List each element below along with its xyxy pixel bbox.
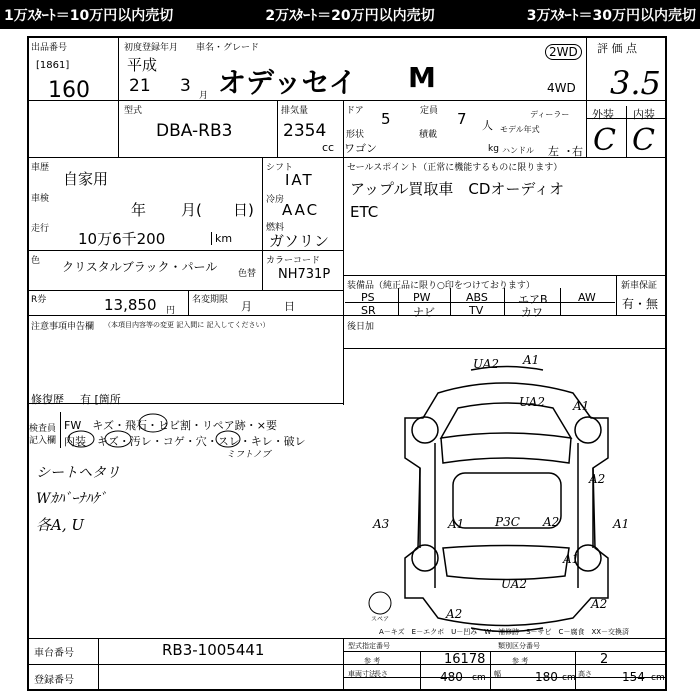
car-name: オデッセイ	[218, 66, 357, 99]
damage-mark-hood: UA2	[519, 395, 546, 409]
inspection-month-unit: 月(	[181, 201, 202, 219]
registration-month: 3	[180, 76, 191, 96]
chassis-label: 車台番号	[34, 648, 74, 659]
handwritten-line-2: Wｶﾊﾞｰﾅﾊｹﾞ	[36, 491, 107, 507]
door-label: ドア	[346, 106, 364, 116]
exterior-grade: C	[593, 123, 616, 158]
color-name: クリスタルブラック・パール	[62, 260, 218, 274]
damage-mark-front-right: A1	[573, 399, 590, 413]
color-code-label: カラーコード	[266, 256, 321, 266]
handwritten-line-3: 各A, U	[36, 516, 85, 534]
damage-mark-right-front: A2	[589, 472, 606, 486]
bracket-number: [1861]	[36, 60, 70, 71]
damage-legend: A－キズ E－エクボ U－凹み W－補修跡 S－サビ C－腐食 XX－交換済	[379, 628, 630, 636]
fuel: ガソリン	[269, 232, 330, 250]
class-label: 類別区分番号	[498, 642, 540, 650]
repair-history-label: 修復歴	[31, 393, 64, 406]
handle-label: ハンドル	[502, 146, 534, 155]
grade: M	[408, 61, 436, 94]
registration-year: 21	[129, 76, 151, 96]
color-code: NH731P	[278, 267, 331, 282]
caution-label: 注意事項申告欄	[31, 322, 95, 332]
selling-point-line-1: アップル買取車 CDオーディオ	[350, 180, 565, 198]
cc-unit: cc	[322, 141, 335, 154]
fuel-label: 燃料	[266, 223, 285, 233]
damage-mark-rear-quarter: A1	[563, 552, 580, 566]
length: 480	[440, 670, 463, 684]
height: 154	[622, 670, 645, 684]
shift: IAT	[285, 171, 314, 189]
listing-number-label: 出品番号	[31, 43, 68, 53]
recycle-label: R券	[31, 295, 47, 305]
exterior-label: 外装	[592, 108, 614, 121]
equipment-abs: ABS	[466, 291, 488, 304]
width-label: 幅	[494, 670, 501, 678]
inspection-label: 車検	[31, 194, 50, 204]
shape: ワゴン	[344, 142, 377, 155]
shape-label: 形状	[346, 130, 365, 140]
inspection-year-unit: 年	[131, 201, 147, 219]
category-label: 車歴	[31, 163, 50, 173]
color-label: 色	[31, 256, 41, 266]
selling-points-label: セールスポイント（正常に機能するものに限ります）	[347, 163, 563, 173]
km-unit: km	[211, 232, 232, 245]
repair-history-value: 有 [箇所	[80, 393, 121, 406]
shift-label: シフト	[266, 163, 294, 173]
capacity: 7	[457, 110, 467, 128]
type-designation-label: 型式指定番号	[348, 642, 390, 650]
name-change-label: 名変期限	[192, 295, 229, 305]
mileage: 10万6千200	[78, 230, 166, 248]
equipment-tv: TV	[469, 304, 484, 317]
equipment-airbag: エアB	[518, 293, 548, 306]
person-unit: 人	[482, 119, 493, 132]
category: 自家用	[63, 170, 109, 188]
width-unit: cm	[562, 673, 576, 683]
inspector-label: 検査員	[29, 424, 57, 434]
equipment-ps: PS	[361, 291, 375, 304]
model-year-label: モデル年式	[500, 125, 540, 134]
damage-mark-rear-left: A2	[446, 607, 463, 621]
reference-1: 参 考	[364, 657, 381, 665]
damage-mark-front-top: A1	[523, 353, 540, 367]
color-change-label: 色替	[238, 269, 257, 279]
chassis-number: RB3-1005441	[162, 641, 265, 659]
name-change-day: 日	[284, 300, 295, 313]
damage-mark-front-bumper: UA2	[473, 357, 500, 371]
month-unit: 月	[199, 91, 209, 101]
displacement: 2354	[283, 121, 327, 141]
handwritten-line-1: シートヘタリ	[36, 465, 120, 481]
interior-label: 内装	[633, 108, 655, 121]
spare-label: スペア	[371, 616, 390, 623]
car-damage-diagram	[343, 348, 667, 638]
drive-4wd: 4WD	[547, 81, 576, 95]
wheel-front-right	[575, 417, 601, 443]
model-code: DBA-RB3	[156, 121, 233, 141]
interior-grade: C	[632, 123, 655, 158]
mileage-label: 走行	[31, 224, 50, 234]
entry-label: 記入欄	[29, 436, 57, 446]
damage-mark-left-side: A3	[373, 517, 390, 531]
equipment-navi: ナビ	[413, 306, 435, 319]
banner-segment-1: 1万ｽﾀｰﾄ＝10万円以内売切	[4, 7, 174, 24]
type-designation: 16178	[444, 652, 486, 667]
inspection-day-unit: 日)	[233, 201, 254, 219]
damage-mark-roof: P3C	[495, 515, 520, 529]
exterior-inspection-line: FW キズ・飛石・ヒビ割・リペア跡・×要	[64, 419, 277, 432]
wheel-rear-left	[412, 545, 438, 571]
load-label: 積載	[419, 130, 438, 140]
banner-segment-3: 3万ｽﾀｰﾄ＝30万円以内売切	[526, 7, 696, 24]
equipment-sr: SR	[361, 304, 376, 317]
score-label: 評 価 点	[597, 42, 637, 55]
handwritten-inspection-note: ミフトノブ	[226, 450, 271, 460]
score: 3.5	[610, 64, 661, 102]
height-label: 高さ	[578, 670, 592, 678]
yen-unit: 円	[166, 306, 176, 316]
width: 180	[535, 670, 558, 684]
interior-inspection-line: 内装 キズ・汚レ・コゲ・穴・スレ・キレ・破レ	[64, 435, 306, 448]
handle-right: 右	[572, 145, 583, 158]
name-change-month: 月	[241, 300, 252, 313]
new-car-warranty-value: 有・無	[622, 297, 659, 311]
cooling-label: 冷房	[266, 195, 285, 205]
load-unit: kg	[488, 144, 499, 154]
class-value: 2	[600, 652, 609, 667]
equipment-label: 装備品（純正品に限り○印をつけております）	[347, 281, 535, 291]
damage-mark-rear-right: A2	[591, 597, 608, 611]
caution-note: （本項目内容等の変更 記入間に 記入してください）	[104, 321, 270, 329]
dimensions-label: 車両寸法	[348, 670, 376, 678]
length-label: 長さ	[374, 670, 388, 678]
equipment-pw: PW	[413, 291, 431, 304]
length-unit: cm	[472, 673, 486, 683]
registration-label: 登録番号	[34, 675, 74, 686]
doors: 5	[381, 110, 391, 128]
damage-mark-right-door: A2	[543, 515, 560, 529]
banner-segment-2: 2万ｽﾀｰﾄ＝20万円以内売切	[265, 7, 435, 24]
era: 平成	[127, 56, 158, 74]
model-label: 型式	[124, 106, 143, 116]
damage-mark-rear: UA2	[501, 577, 528, 591]
damage-mark-left-door: A1	[448, 517, 465, 531]
selling-point-line-2: ETC	[350, 203, 379, 221]
first-registration-label: 初度登録年月	[124, 43, 179, 53]
listing-number: 160	[48, 78, 90, 103]
capacity-label: 定員	[420, 106, 439, 116]
car-name-grade-label: 車名・グレード	[196, 43, 260, 53]
wheel-front-left	[412, 417, 438, 443]
recycle-fee: 13,850	[104, 296, 157, 314]
damage-mark-right-side: A1	[613, 517, 630, 531]
cooling: AAC	[282, 201, 320, 219]
after-sale-label: 後日加	[347, 322, 375, 332]
reference-2: 参 考	[512, 657, 529, 665]
new-car-warranty-label: 新車保証	[621, 281, 658, 291]
dealer-label: ディーラー	[530, 110, 570, 119]
drive-2wd-circled: 2WD	[545, 44, 582, 60]
equipment-leather: カワ	[521, 306, 543, 319]
displacement-label: 排気量	[281, 106, 309, 116]
equipment-aw: AW	[578, 291, 596, 304]
handle-left: 左	[548, 145, 559, 158]
height-unit: cm	[651, 673, 665, 683]
